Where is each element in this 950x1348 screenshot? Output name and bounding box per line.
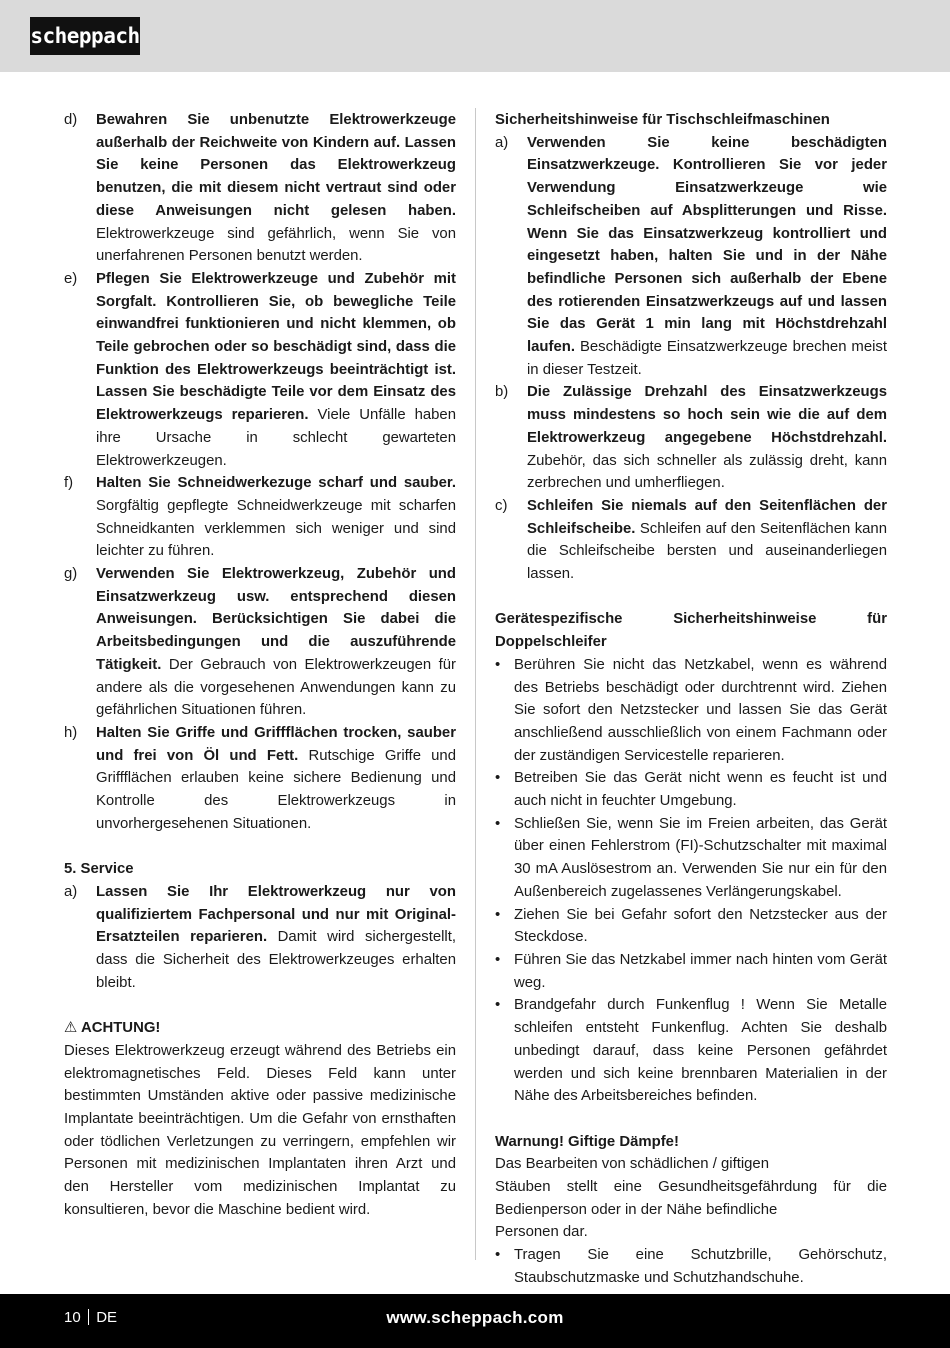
- item-label: a): [64, 883, 78, 900]
- instruction-item: [495, 495, 887, 586]
- item-regular-text: Viele Unfälle haben ihre Ursache in schlecht gewarteten Elektrowerkzeugen.: [96, 407, 456, 469]
- bullet-text: Tragen Sie eine Schutzbrille, Gehörschutz, Staubschutzmaske und Schutzhandschuhe.: [514, 1247, 887, 1286]
- item-bold-text: Verwenden Sie Elektrowerkzeug, Zubehör und Einsatzwerkzeug usw. entsprechend diesen Anweisungen. Berücksichtigen Sie dabei die Arbeitsbedingungen und die auszuführende Tätigkeit.: [96, 566, 456, 673]
- bullet-dot: •: [495, 815, 501, 832]
- item-bold-text: Bewahren Sie unbenutzte Elektrowerkzeuge außerhalb der Reichweite von Kindern auf. Lassen Sie keine Personen das Elektrowerkzeug benutzen, die mit diesem nicht vertraut sind oder diese Anweisungen nicht gelesen haben.: [96, 112, 456, 219]
- item-text: [96, 472, 456, 563]
- paragraph-line: Stäuben stellt eine Gesundheitsgefährdung für die Bedienperson oder in der Nähe befindliche: [495, 1179, 887, 1218]
- item-text: [96, 563, 456, 722]
- bullet-item: [495, 994, 887, 1108]
- footer-bar: [0, 1294, 950, 1348]
- item-text: [96, 722, 456, 836]
- website-url: www.scheppach.com: [386, 1308, 564, 1327]
- item-bold-text: Schleifen Sie niemals auf den Seitenflächen der Schleifscheibe.: [527, 497, 887, 537]
- warning-heading: [64, 1017, 456, 1040]
- item-text: [96, 881, 456, 995]
- bullet-item: [495, 813, 887, 904]
- brand-logo: scheppach: [30, 17, 140, 55]
- instruction-item: [64, 722, 456, 836]
- item-bold-text: Halten Sie Schneidwerkezuge scharf und sauber.: [96, 475, 456, 492]
- item-regular-text: Zubehör, das sich schneller als zulässig dreht, kann zerbrechen und umherfliegen.: [527, 452, 887, 492]
- instruction-item: [64, 472, 456, 563]
- header-bar: [0, 0, 950, 72]
- bullet-item: [495, 904, 887, 949]
- bullet-text: Ziehen Sie bei Gefahr sofort den Netzstecker aus der Steckdose.: [514, 906, 887, 946]
- bullet-text: Berühren Sie nicht das Netzkabel, wenn es während des Betriebs beschädigt oder durchtrennt wird. Ziehen Sie sofort den Netzstecker und lassen Sie das Gerät anschließend ausschließlich von einem Fachmann oder der zuständigen Servicestelle reparieren.: [514, 656, 887, 764]
- item-text: [527, 495, 887, 586]
- bullet-text: Schließen Sie, wenn Sie im Freien arbeiten, das Gerät über einen Fehlerstrom (FI)-Schutzschalter mit maximal 30 mA Auslösestrom an. Verwenden Sie nur ein für den Außenbereich zugelassenes Verlängerungskabel.: [514, 815, 887, 900]
- bullet-dot: •: [495, 906, 501, 923]
- warning-heading-text: ACHTUNG!: [80, 1020, 161, 1037]
- bullet-text: Brandgefahr durch Funkenflug ! Wenn Sie Metalle schleifen entsteht Funkenflug. Achten Sie deshalb unbedingt darauf, dass keine Personen gefährdet werden und sich keine brennbaren Materialien in der Nähe des Arbeitsbereiches befinden.: [514, 997, 887, 1105]
- warning-text: Dieses Elektrowerkzeug erzeugt während des Betriebs ein elektromagnetisches Feld. Dieses Feld kann unter bestimmten Umständen aktive oder passive medizinische Implantate beeinträchtigen. Um die Gefahr von ernsthaften oder tödlichen Verletzungen zu verringern, empfehlen wir Personen mit medizinischen Implantaten ihren Arzt und den Hersteller vom medizinischen Implantat zu konsultieren, bevor die Maschine bedient wird.: [64, 1042, 456, 1218]
- bullet-dot: •: [495, 997, 501, 1014]
- item-regular-text: Beschädigte Einsatzwerkzeuge brechen meist in dieser Testzeit.: [527, 339, 887, 378]
- item-label: g): [64, 566, 78, 583]
- item-regular-text: Sorgfältig gepflegte Schneidwerkzeuge mit scharfen Schneidkanten verklemmen sich weniger und sind leichter zu führen.: [96, 497, 456, 560]
- bullet-item: [495, 767, 887, 812]
- language-code: DE: [96, 1309, 118, 1326]
- instruction-item: [495, 381, 887, 495]
- item-label: b): [495, 384, 509, 401]
- instruction-item: [64, 563, 456, 722]
- item-regular-text: Schleifen auf den Seitenflächen kann die Schleifscheibe bersten und auseinanderliegen lassen.: [527, 520, 887, 583]
- paragraph-line: Personen dar.: [495, 1224, 588, 1241]
- service-heading: 5. Service: [64, 861, 134, 878]
- item-label: e): [64, 270, 78, 287]
- instruction-item: [64, 881, 456, 995]
- item-bold-text: Lassen Sie Ihr Elektrowerkzeug nur von qualifiziertem Fachpersonal und nur mit Original-Ersatzteilen reparieren.: [96, 883, 456, 946]
- bullet-item: [495, 654, 887, 768]
- bullet-item: [495, 1244, 887, 1289]
- item-bold-text: Halten Sie Griffe und Griffflächen trocken, sauber und frei von Öl und Fett.: [96, 724, 456, 764]
- bullet-dot: •: [495, 952, 501, 968]
- item-label: a): [495, 134, 509, 151]
- instruction-item: [64, 109, 456, 268]
- item-label: c): [495, 497, 508, 514]
- item-label: d): [64, 112, 78, 128]
- item-regular-text: Der Gebrauch von Elektrowerkzeugen für andere als die vorgesehenen Anwendungen kann zu gefährlichen Situationen führen.: [96, 656, 456, 719]
- item-text: [527, 132, 887, 382]
- item-regular-text: Rutschige Griffe und Griffflächen erlauben keine sichere Bedienung und Kontrolle des Elektrowerkzeugs in unvorhergesehenen Situationen.: [96, 747, 456, 832]
- section-heading-bench-grinder: Sicherheitshinweise für Tischschleifmaschinen: [495, 112, 830, 128]
- bullet-text: Führen Sie das Netzkabel immer nach hinten vom Gerät weg.: [514, 952, 887, 991]
- section-heading-toxic-fumes: Warnung! Giftige Dämpfe!: [495, 1133, 679, 1150]
- item-text: [96, 109, 456, 268]
- bullet-text: Betreiben Sie das Gerät nicht wenn es feucht ist und auch nicht in feuchter Umgebung.: [514, 770, 887, 810]
- item-text: [96, 268, 456, 472]
- instruction-item: [495, 132, 887, 382]
- item-bold-text: Verwenden Sie keine beschädigten Einsatzwerkzeuge. Kontrollieren Sie vor jeder Verwendung Einsatzwerkzeuge wie Schleifscheiben auf Absplitterungen und Risse. Wenn Sie das Einsatzwerkzeug kontrolliert und eingesetzt haben, halten Sie und in der Nähe befindliche Personen sich außerhalb der Ebene des rotierenden Einsatzwerkzeugs auf und lassen Sie das Gerät 1 min lang mit Höchstdrehzahl laufen.: [527, 134, 887, 356]
- right-column: [495, 109, 887, 1290]
- left-column: [64, 109, 456, 1221]
- bullet-dot: •: [495, 1247, 501, 1264]
- warning-triangle-icon: ⚠: [64, 1020, 78, 1037]
- column-divider: [475, 108, 476, 1260]
- section-heading-double-grinder: Gerätespezifische Sicherheitshinweise für Doppelschleifer: [495, 611, 887, 651]
- paragraph-line: Das Bearbeiten von schädlichen / giftigen: [495, 1156, 769, 1173]
- instruction-item: [64, 268, 456, 472]
- bullet-dot: •: [495, 770, 501, 787]
- item-text: [527, 381, 887, 495]
- item-bold-text: Die Zulässige Drehzahl des Einsatzwerkzeugs muss mindestens so hoch sein wie die auf dem Elektrowerkzeug angegebene Höchstdrehzahl.: [527, 384, 887, 446]
- page-number: 10: [64, 1309, 81, 1326]
- item-label: h): [64, 724, 78, 741]
- bullet-item: [495, 949, 887, 994]
- bullet-dot: •: [495, 656, 501, 673]
- item-regular-text: Elektrowerkzeuge sind gefährlich, wenn Sie von unerfahrenen Personen benutzt werden.: [96, 225, 456, 265]
- item-label: f): [64, 475, 74, 492]
- item-regular-text: Damit wird sichergestellt, dass die Sicherheit des Elektrowerkzeuges erhalten bleibt.: [96, 929, 457, 991]
- item-bold-text: Pflegen Sie Elektrowerkzeuge und Zubehör mit Sorgfalt. Kontrollieren Sie, ob bewegliche Teile einwandfrei funktionieren und nicht klemmen, ob Teile gebrochen oder so beschädigt sind, dass die Funktion des Elektrowerkzeugs beeinträchtigt ist. Lassen Sie beschädigte Teile vor dem Einsatz des Elektrowerkzeugs reparieren.: [96, 270, 456, 424]
